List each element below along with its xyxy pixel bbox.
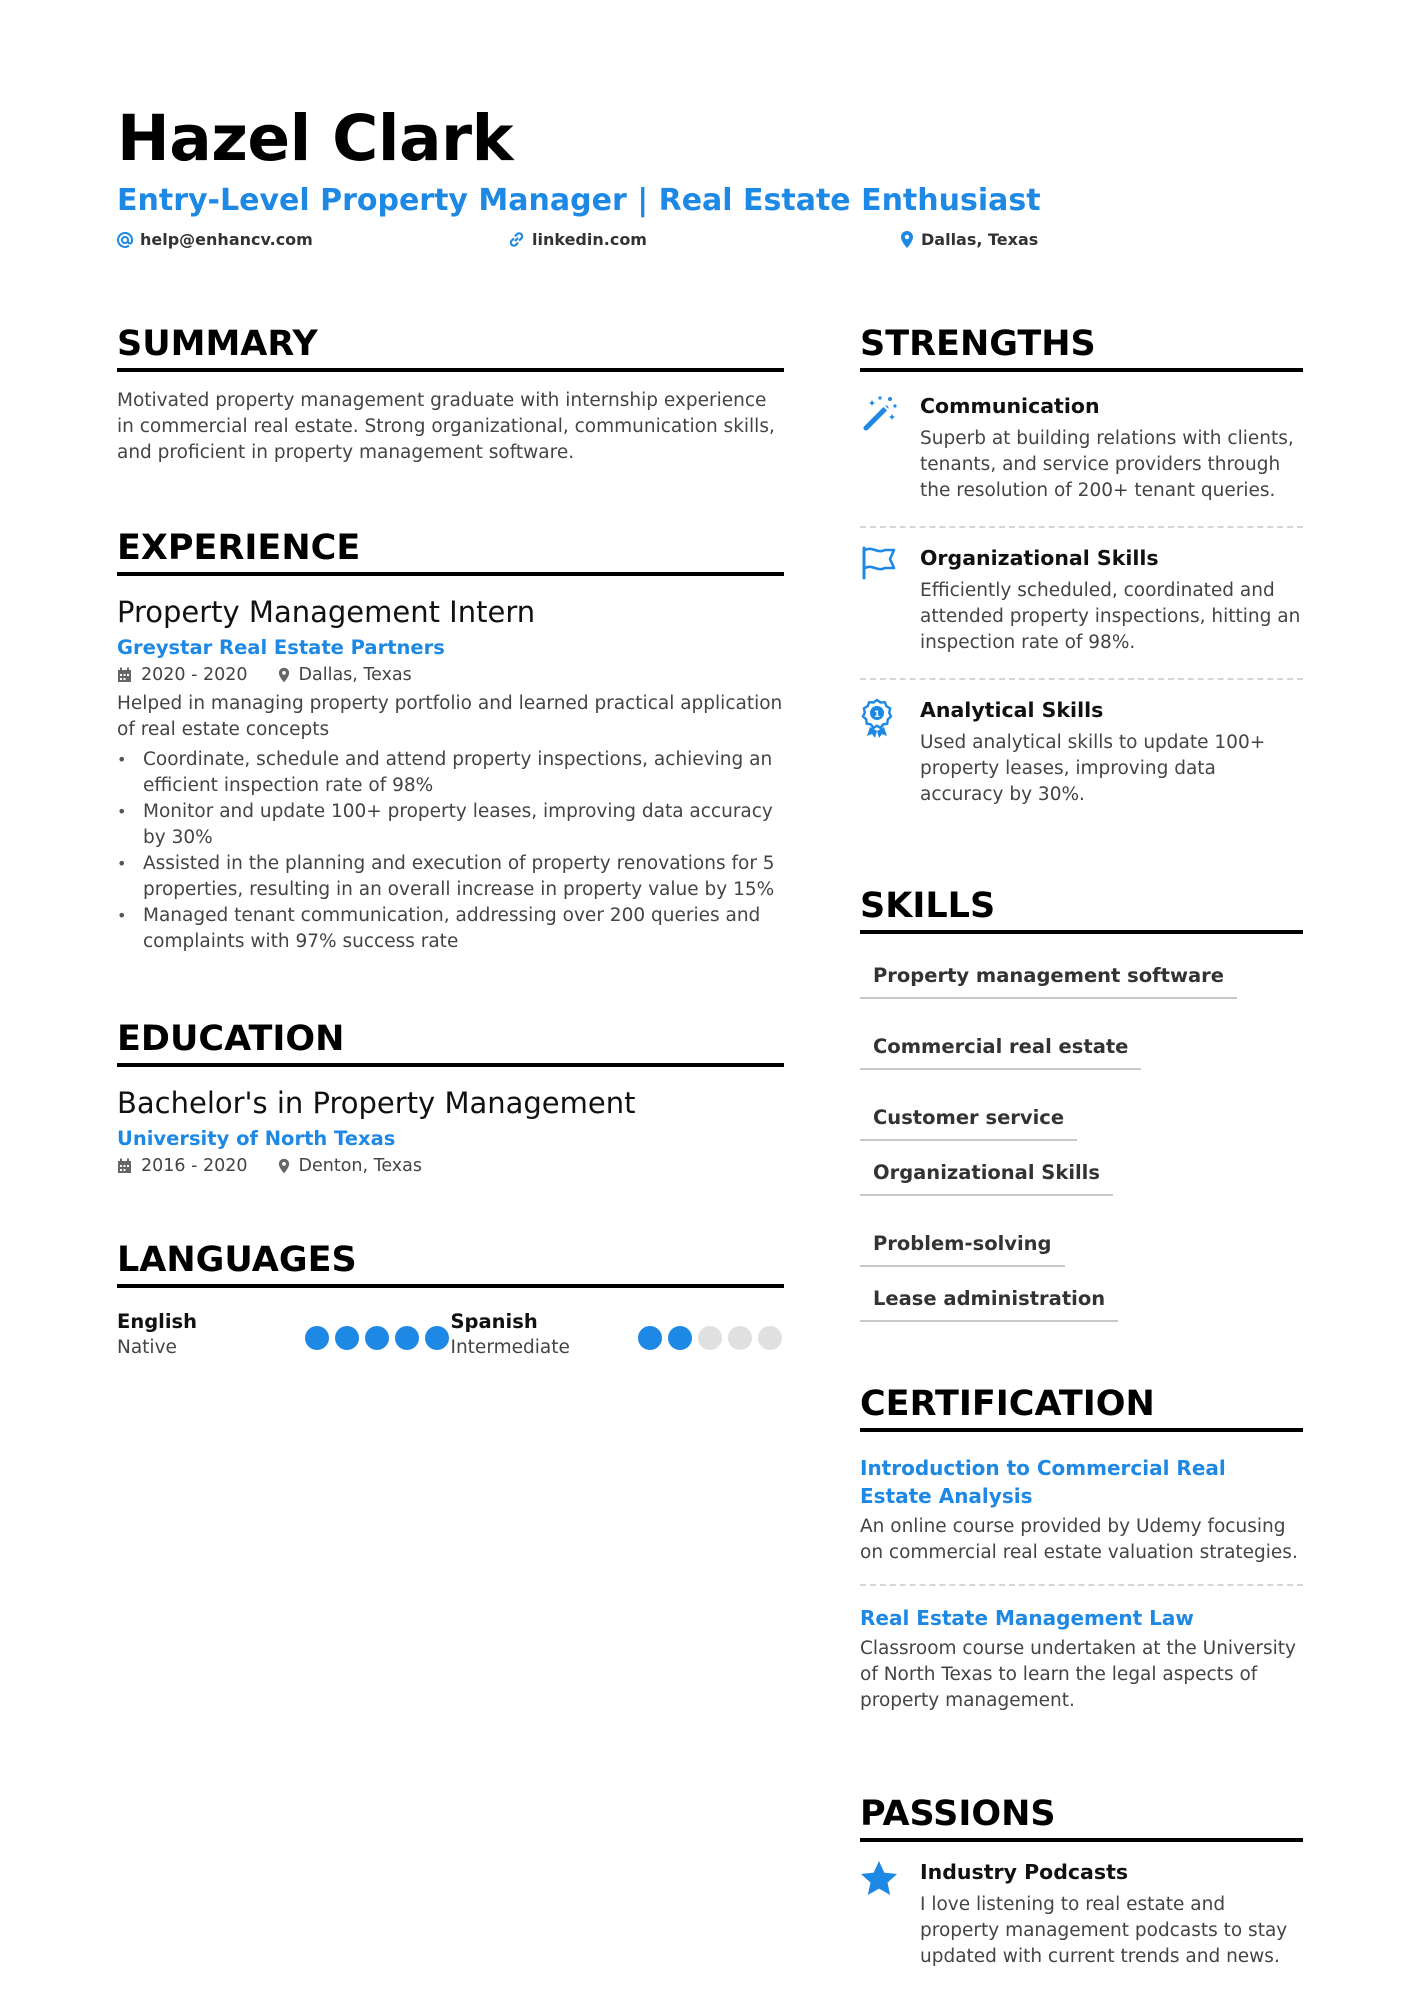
certification-section [860,1382,1303,1732]
job-meta [117,665,784,685]
degree: Bachelor's in Property Management [117,1086,636,1120]
strength-title: Analytical Skills [920,698,1104,722]
flag-icon [860,546,898,580]
contact-email[interactable] [117,230,313,249]
contact-location [900,230,1038,249]
rating-dot-empty [728,1326,752,1350]
passions-title: PASSIONS [860,1792,1303,1842]
passion-title: Industry Podcasts [920,1860,1129,1884]
language-rating [638,1326,782,1358]
experience-title: EXPERIENCE [117,526,784,576]
school: University of North Texas [117,1127,396,1150]
strength-title: Communication [920,394,1100,418]
certification-text: An online course provided by Udemy focusing on commercial real estate valuation strategies. [860,1516,1298,1563]
rating-dot-filled [395,1326,419,1350]
strength-item [860,680,1303,830]
rating-dot-filled [335,1326,359,1350]
experience-section [117,526,784,955]
education-location: Denton, Texas [298,1156,423,1176]
language-level: Native [117,1337,177,1358]
location-pin-icon [900,231,914,248]
strengths-title: STRENGTHS [860,322,1303,372]
education-meta [117,1156,784,1176]
rating-dot-filled [668,1326,692,1350]
location-pin-icon [278,1158,290,1174]
certification-title: CERTIFICATION [860,1382,1303,1432]
job-dates: 2020 - 2020 [141,665,248,685]
rating-dot-filled [365,1326,389,1350]
right-column [860,322,1303,1992]
language-item [117,1310,451,1358]
strengths-section [860,322,1303,830]
location-text: Dallas, Texas [921,230,1039,249]
candidate-headline: Entry-Level Property Manager | Real Estate Enthusiast [117,183,1041,218]
skill-tag: Lease administration [860,1283,1118,1322]
certification-name: Real Estate Management Law [860,1606,1194,1630]
svg-text:1: 1 [873,710,881,720]
candidate-name: Hazel Clark [117,102,513,175]
languages-title: LANGUAGES [117,1238,784,1288]
education-dates: 2016 - 2020 [141,1156,248,1176]
job-bullets [117,747,784,955]
summary-title: SUMMARY [117,322,784,372]
language-name: Spanish [450,1310,538,1333]
skills-list [860,960,1303,1322]
summary-text: Motivated property management graduate with internship experience in commercial real estate. Strong organizational, communication skills, and proficient in property management software. [117,390,775,463]
strength-text: Efficiently scheduled, coordinated and attended property inspections, hitting an inspection rate of 98%. [920,580,1301,653]
education-item [117,1085,784,1176]
certification-text: Classroom course undertaken at the University of North Texas to learn the legal aspects of property management. [860,1638,1296,1711]
job-bullet: • Monitor and update 100+ property leases, improving data accuracy by 30% [117,799,784,851]
skills-title: SKILLS [860,884,1303,934]
certification-name: Introduction to Commercial Real Estate Analysis [860,1456,1226,1508]
job-bullet: • Coordinate, schedule and attend property inspections, achieving an efficient inspection rate of 98% [117,747,784,799]
skill-tag: Problem-solving [860,1228,1065,1267]
at-icon [117,232,133,248]
skill-tag: Organizational Skills [860,1157,1113,1196]
language-item [451,1310,785,1358]
email-text: help@enhancv.com [140,230,313,249]
passion-text: I love listening to real estate and property management podcasts to stay updated with current trends and news. [920,1894,1288,1967]
language-level: Intermediate [450,1337,570,1358]
job-role: Property Management Intern [117,595,536,629]
star-icon [860,1860,898,1896]
skill-tag: Property management software [860,960,1237,999]
location-pin-icon [278,667,290,683]
linkedin-text: linkedin.com [532,230,647,249]
experience-item [117,594,784,955]
job-description: Helped in managing property portfolio and learned practical application of real estate concepts [117,693,783,740]
job-company: Greystar Real Estate Partners [117,636,445,659]
calendar-icon [117,1158,132,1174]
language-rating [305,1326,449,1358]
language-name: English [117,1310,198,1333]
award-icon [860,698,894,738]
rating-dot-empty [698,1326,722,1350]
rating-dot-filled [638,1326,662,1350]
languages-section [117,1238,784,1358]
skill-tag: Commercial real estate [860,1031,1141,1070]
strengths-list [860,376,1303,830]
education-section [117,1017,784,1176]
strength-text: Superb at building relations with clients, tenants, and service providers through the resolution of 200+ tenant queries. [920,428,1294,501]
rating-dot-empty [758,1326,782,1350]
rating-dot-filled [425,1326,449,1350]
languages-list [117,1310,784,1358]
job-bullet: • Assisted in the planning and execution of property renovations for 5 properties, resulting in an overall increase in property value by 15% [117,851,784,903]
skill-tag: Customer service [860,1102,1077,1141]
strength-item [860,528,1303,680]
passion-item [860,1842,1303,1992]
certification-item [860,1436,1303,1586]
link-icon [508,231,525,248]
contact-linkedin[interactable] [508,230,647,249]
education-title: EDUCATION [117,1017,784,1067]
job-bullet: • Managed tenant communication, addressing over 200 queries and complaints with 97% success rate [117,903,784,955]
passions-section [860,1792,1303,1992]
left-column [117,322,784,1358]
summary-section [117,322,784,466]
certification-list [860,1436,1303,1732]
job-location: Dallas, Texas [298,665,412,685]
magic-wand-icon [860,394,898,432]
certification-item [860,1586,1303,1732]
rating-dot-filled [305,1326,329,1350]
strength-title: Organizational Skills [920,546,1159,570]
skills-section [860,884,1303,1322]
strength-text: Used analytical skills to update 100+ property leases, improving data accuracy by 30%. [920,732,1266,805]
calendar-icon [117,667,132,683]
strength-item [860,376,1303,528]
